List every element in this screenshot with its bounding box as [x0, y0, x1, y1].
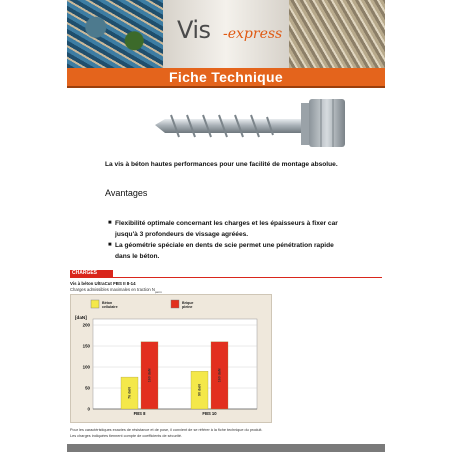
- advantage-item: ■ La géométrie spéciale en dents de scie permet une pénétration rapide dans le béton.: [108, 242, 334, 260]
- data-label: 160 daN: [217, 368, 222, 383]
- legend-swatch: [171, 300, 179, 308]
- legend-label: cellulaire: [102, 305, 118, 309]
- y-axis-label: [daN]: [75, 315, 87, 320]
- plot-area: [93, 319, 257, 409]
- divider: [70, 277, 382, 278]
- section-title: Avantages: [105, 188, 148, 198]
- y-tick-label: 200: [82, 322, 90, 328]
- x-tick-label: FBS 8: [133, 411, 146, 416]
- page-title: Fiche Technique: [169, 69, 283, 85]
- y-tick-label: 0: [87, 406, 90, 412]
- advantage-item: ■ Flexibilité optimale concernant les charges et les épaisseurs à fixer car jusqu'à 3 profondeurs de vissage agréées.: [108, 220, 338, 238]
- technical-sheet: [67, 0, 385, 452]
- logo-text: Vis: [177, 16, 211, 44]
- bullet-icon: ■: [108, 242, 112, 248]
- data-label: 160 daN: [147, 368, 152, 383]
- bullet-icon: ■: [108, 220, 112, 226]
- chart-title: Vis à béton UltraCut FBS II 8-14: [70, 281, 136, 286]
- legend-label: Béton: [102, 301, 113, 305]
- footnote: Pour les caractéristiques exactes de résistance et de pose, il convient de se référer à la fiche technique du produit. Les charges indiquées tiennent compte de coefficients de sécurité.: [70, 428, 263, 438]
- charges-tag: CHARGES: [70, 270, 113, 277]
- chart-panel: [70, 294, 272, 423]
- x-tick-label: FBS 10: [202, 411, 217, 416]
- y-tick-label: 100: [82, 364, 90, 370]
- y-tick-label: 150: [82, 343, 90, 349]
- legend-swatch: [91, 300, 99, 308]
- screws-photo: [289, 0, 385, 68]
- chart-subtitle: Charges admissibles maximales en traction $N_{perm}$: [70, 287, 162, 294]
- concrete-screw-image: [151, 95, 351, 150]
- legend-label: pleine: [182, 305, 193, 309]
- logo-accent-text: -express: [223, 26, 283, 42]
- load-chart: [71, 295, 271, 422]
- footer-band: [67, 444, 385, 452]
- data-label: 90 daN: [197, 384, 202, 396]
- y-tick-label: 50: [85, 385, 90, 391]
- intro-text: La vis à béton hautes performances pour une facilité de montage absolue.: [105, 161, 338, 168]
- data-label: 76 daN: [127, 387, 132, 399]
- legend-label: Brique: [182, 301, 194, 305]
- tools-photo: [67, 0, 163, 68]
